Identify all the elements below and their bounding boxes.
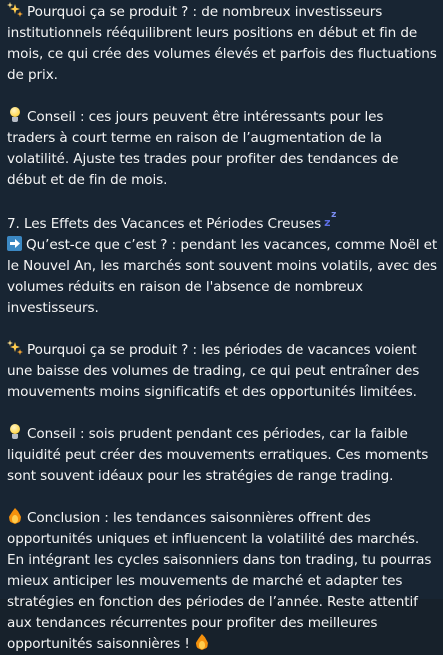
text-line: opportunités uniques et influencent la volatilité des marchés. xyxy=(7,531,420,547)
sparkles-icon xyxy=(7,340,23,356)
light-bulb-icon xyxy=(7,107,23,123)
paragraph-holidays xyxy=(7,212,437,319)
text-line: liquidité peut créer des mouvements erratiques. Ces moments xyxy=(7,447,429,463)
text-line: Qu’est-ce que c’est ? : pendant les vacances, comme Noël et xyxy=(7,235,437,256)
text-line: Conseil : sois prudent pendant ces périodes, car la faible xyxy=(7,424,437,445)
fire-icon xyxy=(194,634,210,650)
text-line: une baisse des volumes de trading, ce qui peut entraîner des xyxy=(7,363,420,379)
text-line: sont souvent idéaux pour les stratégies de range trading. xyxy=(7,468,394,484)
text-line: Pourquoi ça se produit ? : de nombreux investisseurs xyxy=(7,2,437,23)
text-line: stratégies en fonction des périodes de l’année. Reste attentif xyxy=(7,594,418,610)
text-line: Conclusion : les tendances saisonnières offrent des xyxy=(7,508,437,529)
text-line: début et de fin de mois. xyxy=(7,172,168,188)
text-line: mieux anticiper les mouvements de marché et adapter tes xyxy=(7,573,403,589)
paragraph-why-holidays xyxy=(7,340,437,403)
text-line: aux tendances récurrentes pour profiter des meilleures xyxy=(7,615,378,631)
text-line: Pourquoi ça se produit ? : les périodes de vacances voient xyxy=(7,340,437,361)
text-line: En intégrant les cycles saisonniers dans ton trading, tu pourras xyxy=(7,552,432,568)
text-line: de prix. xyxy=(7,67,58,83)
text-line: institutionnels rééquilibrent leurs positions en début et fin de xyxy=(7,25,418,41)
paragraph-why-month xyxy=(7,2,437,86)
paragraph-tip-month xyxy=(7,107,437,191)
text-line: Conseil : ces jours peuvent être intéressants pour les xyxy=(7,107,437,128)
text-line: mois, ce qui crée des volumes élevés et parfois des fluctuations xyxy=(7,46,437,62)
text-line: opportunités saisonnières ! xyxy=(7,634,437,655)
text-line: traders à court terme en raison de l’augmentation de la xyxy=(7,130,382,146)
text-line: volumes réduits en raison de l'absence de nombreux xyxy=(7,279,363,295)
section-heading: 7. Les Effets des Vacances et Périodes Creuses z z xyxy=(7,212,437,235)
text-line: investisseurs. xyxy=(7,300,99,316)
light-bulb-icon xyxy=(7,424,23,440)
fire-icon xyxy=(7,508,23,524)
text-line: volatilité. Ajuste tes trades pour profiter des tendances de xyxy=(7,151,399,167)
paragraph-conclusion xyxy=(7,508,437,655)
text-line: mouvements moins significatifs et des opportunités limitées. xyxy=(7,384,417,400)
text-line: le Nouvel An, les marchés sont souvent moins volatils, avec des xyxy=(7,258,437,274)
zzz-icon: z z xyxy=(324,210,337,229)
sparkles-icon xyxy=(7,2,23,18)
arrow-right-icon xyxy=(7,236,22,251)
paragraph-tip-holidays xyxy=(7,424,437,487)
